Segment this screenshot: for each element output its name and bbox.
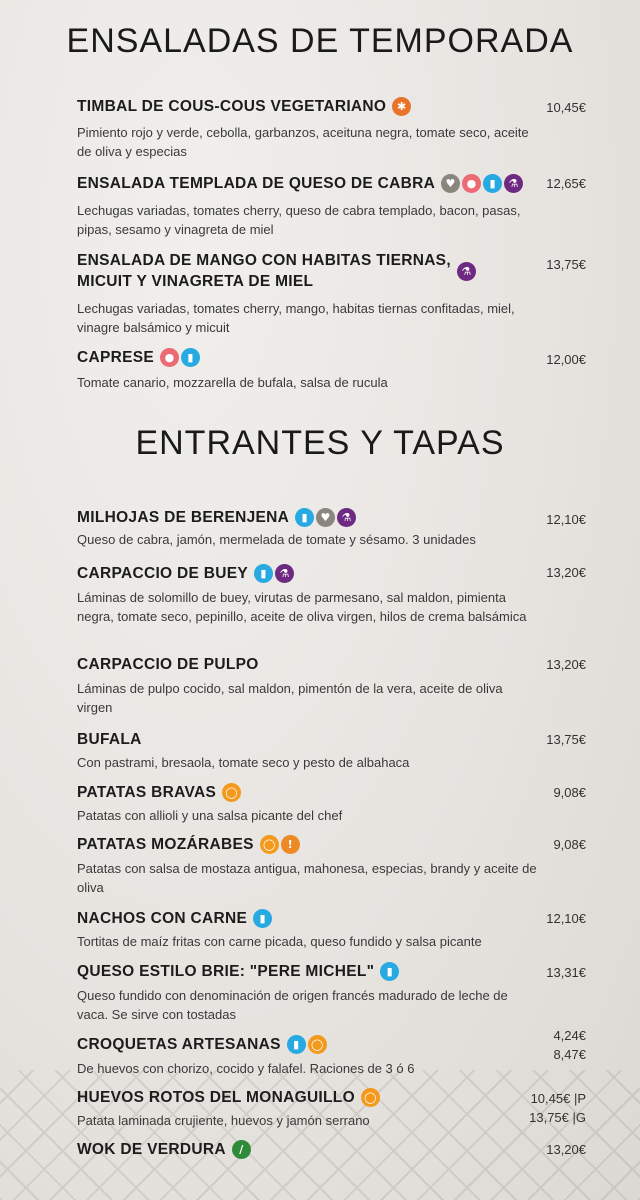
menu-item-name (77, 1139, 251, 1160)
allergen-icons (160, 348, 200, 367)
menu-item-price: 12,10€ (546, 911, 586, 926)
menu-item-title: TIMBAL DE COUS-COUS VEGETARIANO (77, 98, 387, 115)
menu-item-price: 13,75€ (546, 732, 586, 747)
menu-item-description: Lechugas variadas, tomates cherry, mango, habitas tiernas confitadas, miel, vinagre balsámico y micuit (77, 301, 515, 335)
menu-item-price: 12,00€ (546, 352, 586, 367)
sulfite-allergen-icon: ⚗ (457, 262, 476, 281)
menu-item-title: NACHOS CON CARNE (77, 910, 248, 927)
sulfite-allergen-icon: ⚗ (337, 508, 356, 527)
milk-allergen-icon: ▮ (253, 909, 272, 928)
menu-item-name (77, 834, 300, 855)
gluten-allergen-icon: ✱ (392, 97, 411, 116)
allergen-icons (253, 909, 272, 928)
allergen-icons (295, 508, 356, 527)
milk-allergen-icon: ▮ (483, 174, 502, 193)
allergen-icons (441, 174, 523, 193)
menu-item-price: 13,31€ (546, 965, 586, 980)
menu-item-description: Tomate canario, mozzarella de bufala, salsa de rucula (77, 375, 388, 390)
menu-item-description: Tortitas de maíz fritas con carne picada, queso fundido y salsa picante (77, 934, 482, 949)
menu-item-description: Patatas con allioli y una salsa picante del chef (77, 808, 343, 823)
menu-item-price: 13,20€ (546, 1142, 586, 1157)
menu-item-title: CROQUETAS ARTESANAS (77, 1036, 281, 1053)
menu-item-name (77, 96, 411, 117)
menu-item-name (77, 961, 399, 982)
menu-item-price: 10,45€ |P 13,75€ |G (529, 1091, 586, 1125)
menu-item-name (77, 507, 356, 528)
menu-item-name (77, 1034, 327, 1055)
menu-item-name (77, 563, 294, 584)
menu-item-name (77, 729, 142, 750)
milk-allergen-icon: ▮ (380, 962, 399, 981)
menu-item-price: 10,45€ (546, 100, 586, 115)
allergen-icons (457, 262, 476, 281)
menu-item-title: HUEVOS ROTOS DEL MONAGUILLO (77, 1089, 355, 1106)
menu-item-name (77, 908, 272, 929)
nuts-allergen-icon: ♥ (316, 508, 335, 527)
menu-item-title: CAPRESE (77, 349, 155, 366)
menu-item-description: Lechugas variadas, tomates cherry, queso de cabra templado, bacon, pasas, pipas, sesamo y vinagreta de miel (77, 203, 521, 237)
allergen-icons (361, 1088, 380, 1107)
menu-item-description: Patatas con salsa de mostaza antigua, mahonesa, especias, brandy y aceite de oliva (77, 861, 537, 895)
menu-item-description: Láminas de solomillo de buey, virutas de parmesano, sal maldon, pimienta negra, tomate seco, pepinillo, aceite de oliva virgen, hilos de crema balsámica (77, 590, 527, 624)
menu-item-title: PATATAS MOZÁRABES (77, 836, 254, 853)
menu-item-name (77, 347, 200, 368)
section-title-ensaladas: ENSALADAS DE TEMPORADA (66, 22, 574, 60)
menu-item-description: Láminas de pulpo cocido, sal maldon, pimentón de la vera, aceite de oliva virgen (77, 681, 503, 715)
menu-item-title: PATATAS BRAVAS (77, 784, 217, 801)
menu-item-name (77, 1087, 380, 1108)
menu-item-price: 13,20€ (546, 657, 586, 672)
menu-item-description: Patata laminada crujiente, huevos y jamón serrano (77, 1113, 370, 1128)
menu-item-price: 12,65€ (546, 176, 586, 191)
egg-allergen-icon: ◯ (260, 835, 279, 854)
menu-item-description: Queso fundido con denominación de origen francés madurado de leche de vaca. Se sirve con tostadas (77, 988, 508, 1022)
milk-allergen-icon: ▮ (287, 1035, 306, 1054)
menu-item-price: 9,08€ (553, 837, 586, 852)
egg-allergen-icon: ◯ (222, 783, 241, 802)
menu-item-title: MILHOJAS DE BERENJENA (77, 509, 290, 526)
menu-item-title: BUFALA (77, 731, 142, 748)
sulfite-allergen-icon: ⚗ (504, 174, 523, 193)
allergen-icons (254, 564, 294, 583)
milk-allergen-icon: ▮ (181, 348, 200, 367)
allergen-icons (287, 1035, 327, 1054)
menu-item-title: CARPACCIO DE BUEY (77, 565, 249, 582)
menu-item-name (77, 173, 523, 194)
menu-item-description: Queso de cabra, jamón, mermelada de tomate y sésamo. 3 unidades (77, 532, 476, 547)
allergen-icons (380, 962, 399, 981)
allergen-icons (260, 835, 300, 854)
menu-item-description: Con pastrami, bresaola, tomate seco y pesto de albahaca (77, 755, 410, 770)
menu-item-price: 13,20€ (546, 565, 586, 580)
menu-item-price: 12,10€ (546, 512, 586, 527)
menu-item-title: ENSALADA TEMPLADA DE QUESO DE CABRA (77, 175, 436, 192)
allergen-icons (232, 1140, 251, 1159)
menu-item-title: CARPACCIO DE PULPO (77, 656, 259, 673)
sulfite-allergen-icon: ⚗ (275, 564, 294, 583)
fish-allergen-icon: ● (160, 348, 179, 367)
mustard-allergen-icon: ! (281, 835, 300, 854)
egg-allergen-icon: ◯ (308, 1035, 327, 1054)
menu-item-name (77, 782, 241, 803)
menu-item-name (77, 250, 476, 292)
menu-item-title: QUESO ESTILO BRIE: "PERE MICHEL" (77, 963, 375, 980)
egg-allergen-icon: ◯ (361, 1088, 380, 1107)
menu-item-name (77, 654, 259, 675)
menu-item-title: ENSALADA DE MANGO CON HABITAS TIERNAS, MICUIT Y VINAGRETA DE MIEL (77, 252, 451, 290)
nuts-allergen-icon: ♥ (441, 174, 460, 193)
menu-item-price: 13,75€ (546, 257, 586, 272)
milk-allergen-icon: ▮ (295, 508, 314, 527)
fish-allergen-icon: ● (462, 174, 481, 193)
menu-item-price: 9,08€ (553, 785, 586, 800)
allergen-icons (392, 97, 411, 116)
menu-item-price: 4,24€ 8,47€ (553, 1028, 586, 1062)
menu-item-title: WOK DE VERDURA (77, 1141, 226, 1158)
milk-allergen-icon: ▮ (254, 564, 273, 583)
celery-allergen-icon: ∕ (232, 1140, 251, 1159)
section-title-entrantes: ENTRANTES Y TAPAS (135, 424, 505, 462)
allergen-icons (222, 783, 241, 802)
menu-item-description: Pimiento rojo y verde, cebolla, garbanzos, aceituna negra, tomate seco, aceite de oliva y especias (77, 125, 529, 159)
menu-item-description: De huevos con chorizo, cocido y falafel. Raciones de 3 ó 6 (77, 1061, 415, 1076)
